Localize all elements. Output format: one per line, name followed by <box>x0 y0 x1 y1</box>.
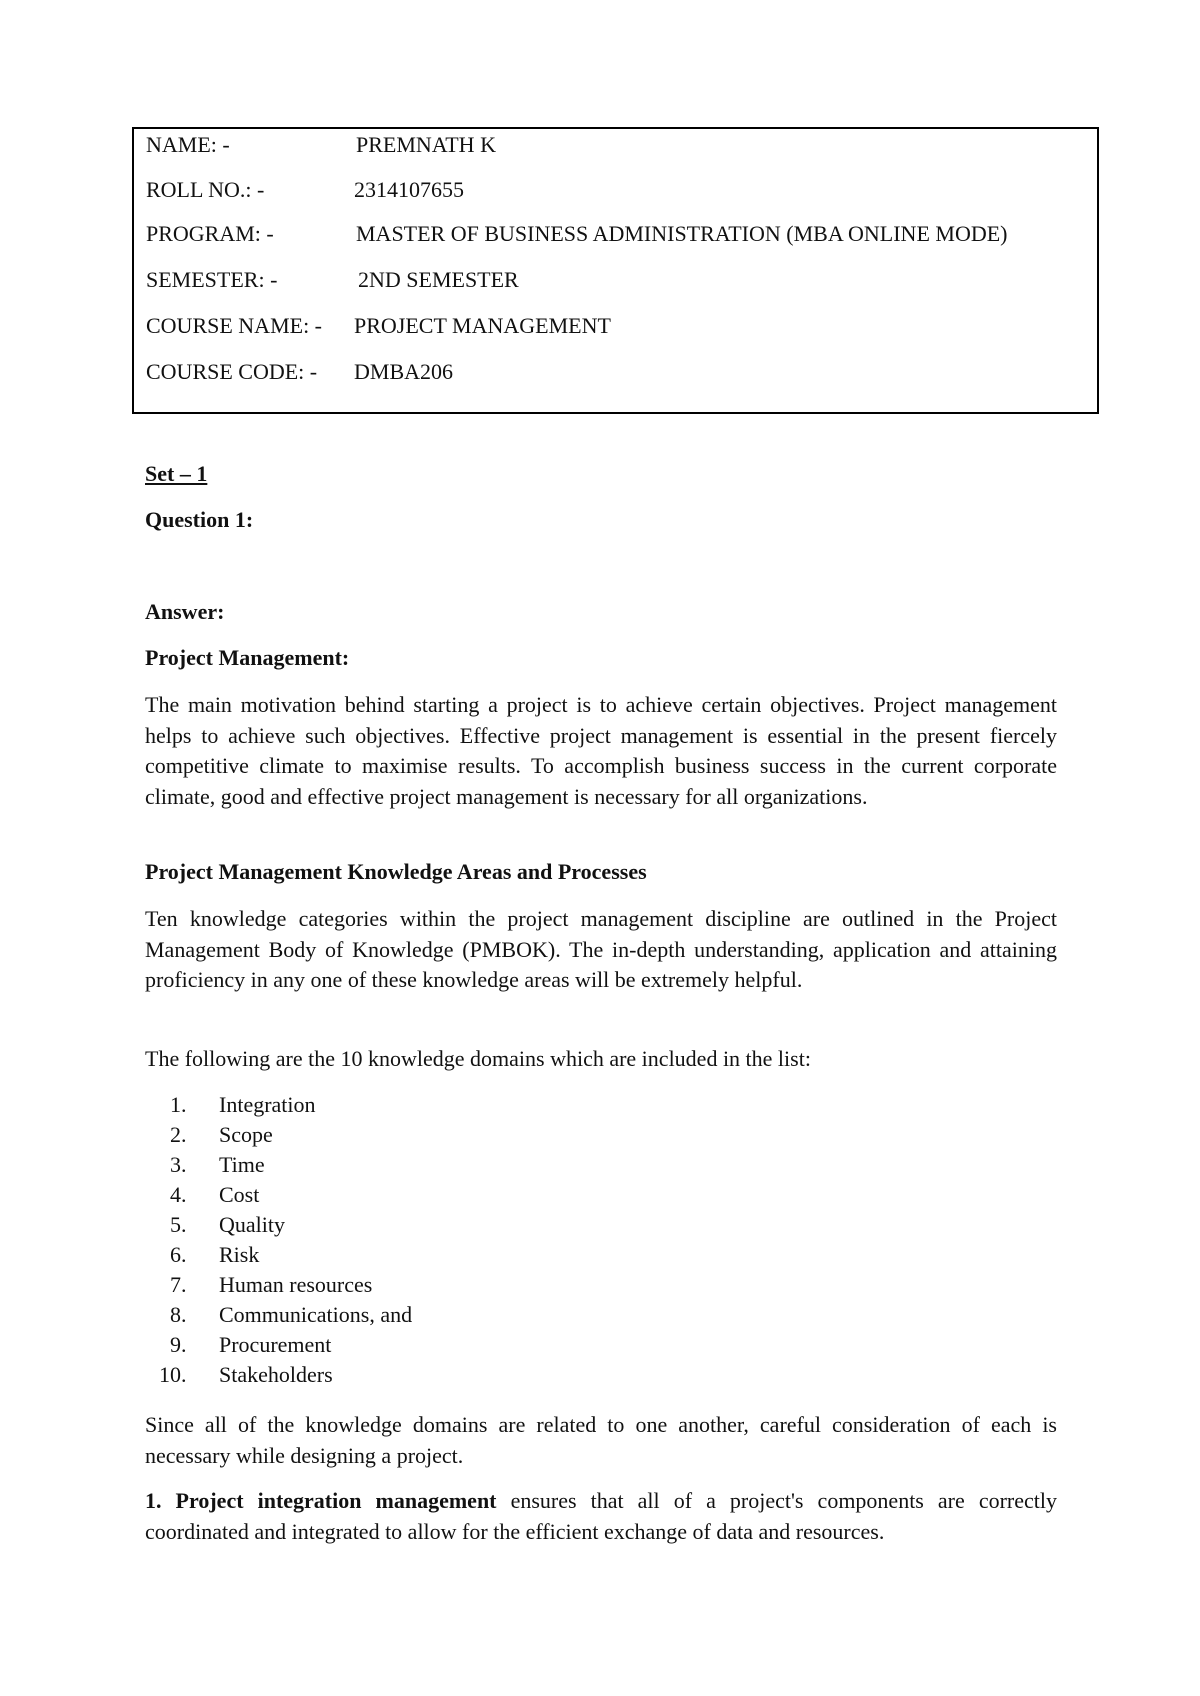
list-intro: The following are the 10 knowledge domains which are included in the list: <box>145 1046 811 1071</box>
list-item-text: Human resources <box>219 1272 373 1297</box>
knowledge-domains-list <box>159 1090 413 1390</box>
course-code-label: COURSE CODE: - <box>146 359 318 384</box>
list-item-number: 8. <box>170 1302 187 1327</box>
program-label: PROGRAM: - <box>146 221 274 246</box>
program-value: MASTER OF BUSINESS ADMINISTRATION (MBA ONLINE MODE) <box>356 221 1008 246</box>
course-name-label: COURSE NAME: - <box>146 313 323 338</box>
knowledge-areas-heading: Project Management Knowledge Areas and Processes <box>145 859 647 884</box>
name-value: PREMNATH K <box>356 132 496 157</box>
list-item-number: 5. <box>170 1212 187 1237</box>
set-title: Set – 1 <box>145 461 208 486</box>
list-item-text: Scope <box>219 1122 273 1147</box>
list-item <box>170 1150 412 1180</box>
roll-no-value: 2314107655 <box>354 177 464 202</box>
project-management-heading: Project Management: <box>145 645 350 670</box>
list-item <box>170 1270 412 1300</box>
list-item <box>170 1210 412 1240</box>
list-item-text: Communications, and <box>219 1302 413 1327</box>
list-item-number: 1. <box>170 1092 187 1117</box>
list-item <box>170 1300 412 1330</box>
list-item <box>170 1330 412 1360</box>
list-item-text: Integration <box>219 1092 316 1117</box>
list-item-text: Time <box>219 1152 265 1177</box>
list-item-number: 9. <box>170 1332 187 1357</box>
project-management-paragraph: The main motivation behind starting a project is to achieve certain objectives. Project management helps to achieve such objectives. Effective project management is essential in the present fiercely competitive climate to maximise results. To accomplish business success in the current corporate climate, good and effective project management is necessary for all organizations. <box>145 692 1057 809</box>
list-item-text: Stakeholders <box>219 1362 333 1387</box>
roll-no-label: ROLL NO.: - <box>146 177 265 202</box>
list-item-number: 10. <box>159 1362 187 1387</box>
question-heading: Question 1: <box>145 507 254 532</box>
name-label: NAME: - <box>146 132 230 157</box>
list-item-number: 6. <box>170 1242 187 1267</box>
list-item <box>159 1360 412 1390</box>
list-item-number: 2. <box>170 1122 187 1147</box>
semester-value: 2ND SEMESTER <box>358 267 519 292</box>
list-item-text: Procurement <box>219 1332 332 1357</box>
knowledge-areas-paragraph: Ten knowledge categories within the project management discipline are outlined in the Project Management Body of Knowledge (PMBOK). The in-depth understanding, application and attaining proficiency in any one of these knowledge areas will be extremely helpful. <box>145 906 1057 992</box>
list-item-number: 7. <box>170 1272 187 1297</box>
semester-label: SEMESTER: - <box>146 267 278 292</box>
integration-description: ensures that all of a project's components are correctly coordinated and integrated to allow for the efficient exchange of data and resources. <box>145 1488 1058 1544</box>
list-item-text: Risk <box>219 1242 260 1267</box>
list-item-number: 4. <box>170 1182 187 1207</box>
student-info-box <box>132 127 1099 414</box>
list-item <box>170 1180 412 1210</box>
closing-paragraph: Since all of the knowledge domains are related to one another, careful consideration of each is necessary while designing a project. <box>145 1412 1057 1468</box>
list-item-number: 3. <box>170 1152 187 1177</box>
list-item <box>170 1120 412 1150</box>
course-code-value: DMBA206 <box>354 359 454 384</box>
list-item-text: Cost <box>219 1182 260 1207</box>
list-item <box>170 1240 412 1270</box>
integration-paragraph <box>145 1486 1057 1547</box>
course-name-value: PROJECT MANAGEMENT <box>354 313 611 338</box>
list-item <box>170 1090 412 1120</box>
answer-heading: Answer: <box>145 599 225 624</box>
list-item-text: Quality <box>219 1212 285 1237</box>
integration-term: 1. Project integration management <box>145 1488 497 1513</box>
